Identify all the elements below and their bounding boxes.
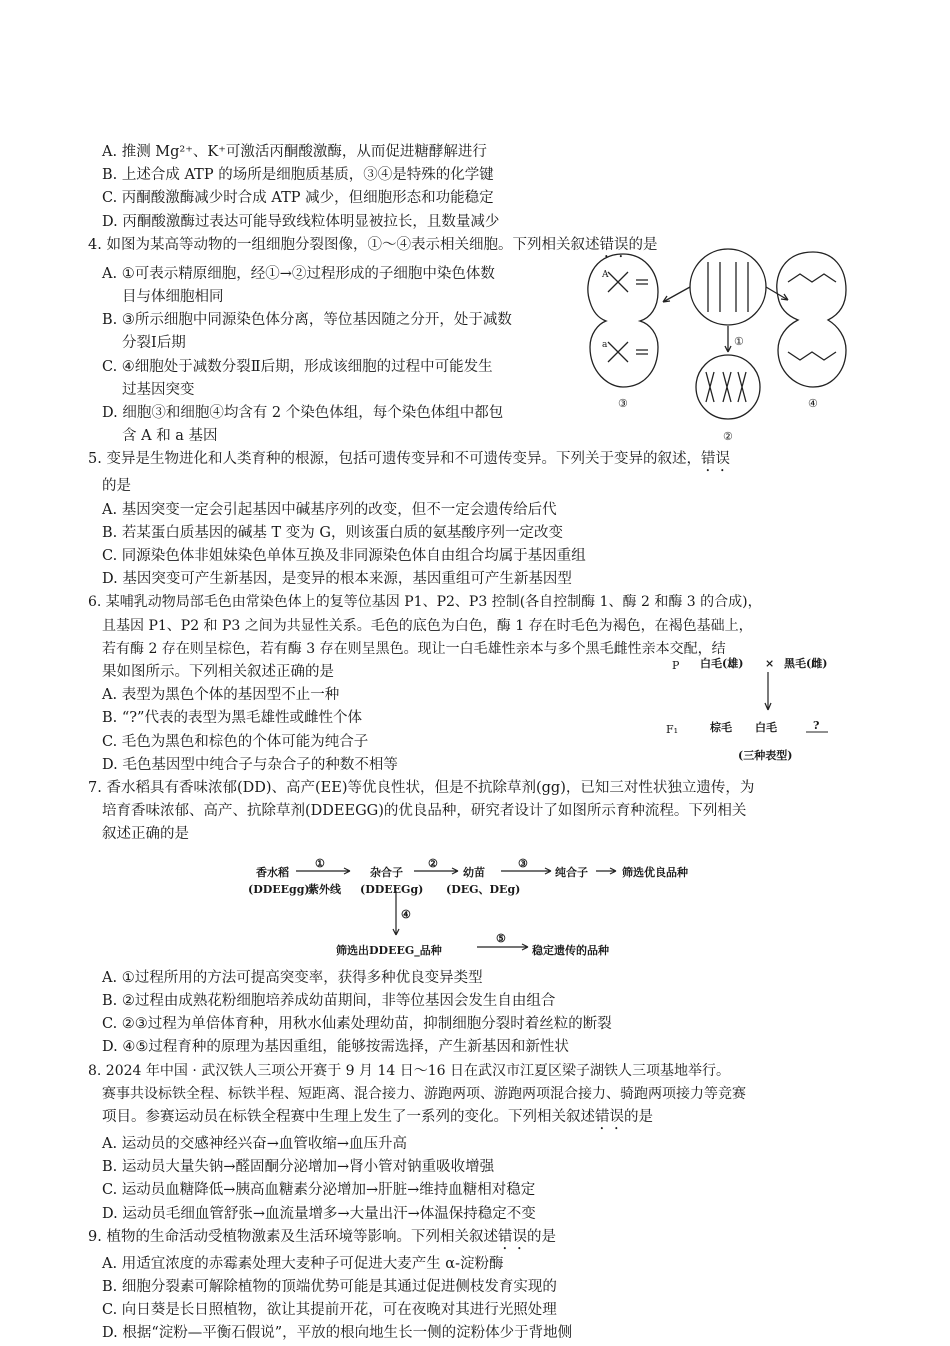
option-a: A. ①过程所用的方法可提高突变率，获得多种优良变异类型 — [102, 969, 483, 986]
flow-node-homozygote: 纯合子 — [555, 865, 588, 879]
option-c: C. 运动员血糖降低→胰高血糖素分泌增加→肝脏→维持血糖相对稳定 — [102, 1182, 536, 1199]
question-3 — [88, 141, 848, 234]
cell-1-membrane — [690, 249, 766, 325]
question-stem: 6. 某哺乳动物局部毛色由常染色体上的复等位基因 P1、P2、P3 控制(各自控制酶 1、酶 2 和酶 3 的合成)， — [88, 594, 762, 611]
process-1-label: ① — [734, 334, 744, 348]
stem-text: 9. 植物的生命活动受植物激素及生活环境等影响。下列相关叙述 — [88, 1228, 498, 1245]
cell-3-membrane — [588, 254, 658, 387]
option-b: B. “?”代表的表型为黑毛雄性或雌性个体 — [102, 710, 362, 727]
gene-a-label: a — [602, 339, 608, 350]
question-stem — [88, 1106, 848, 1133]
cell-diagram — [578, 242, 848, 452]
option-a: A. 运动员的交感神经兴奋→血管收缩→血压升高 — [102, 1135, 407, 1152]
flow-step-1: ① — [315, 856, 325, 870]
option-b: B. 若某蛋白质基因的碱基 T 变为 G，则该蛋白质的氨基酸序列一定改变 — [102, 524, 563, 541]
option-d: D. 根据“淀粉—平衡石假说”，平放的根向地生长一侧的淀粉体少于背地侧 — [102, 1325, 573, 1342]
question-stem: 果如图所示。下列相关叙述正确的是 — [102, 664, 334, 681]
option-c: C. 同源染色体非姐妹染色单体互换及非同源染色体自由组合均属于基因重组 — [102, 548, 586, 565]
stem-text: 项目。参赛运动员在标铁全程赛中生理上发生了一系列的变化。下列相关叙述 — [102, 1108, 595, 1125]
question-stem — [88, 1226, 848, 1253]
question-stem: 7. 香水稻具有香味浓郁(DD)、高产(EE)等优良性状，但是不抗除草剂(gg)，已知三对性状独立遗传，为 — [88, 780, 755, 797]
option-a: A. 表型为黑色个体的基因型不止一种 — [102, 687, 340, 704]
question-7 — [88, 777, 848, 1059]
option-c: C. 向日葵是长日照植物，欲让其提前开花，可在夜晚对其进行光照处理 — [102, 1302, 557, 1319]
option-a: A. 推测 Mg²⁺、K⁺可激活丙酮酸激酶，从而促进糖酵解进行 — [102, 144, 487, 160]
cell-4-membrane — [777, 252, 846, 387]
gene-A-label: A — [602, 269, 609, 280]
option-a: A. ①可表示精原细胞，经①→②过程形成的子细胞中染色体数 — [102, 265, 495, 282]
cell-2-label: ② — [723, 429, 733, 443]
question-5 — [88, 448, 848, 591]
option-c: C. ②③过程为单倍体育种，用秋水仙素处理幼苗，抑制细胞分裂时着丝粒的断裂 — [102, 1016, 612, 1033]
flow-step-4: ④ — [401, 907, 411, 921]
breeding-flow-diagram — [88, 847, 848, 967]
flow-step-5: ⑤ — [496, 931, 506, 945]
option-a-continued: 目与体细胞相同 — [122, 289, 224, 306]
option-c-continued: 过基因突变 — [122, 381, 195, 398]
stem-text: 4. 如图为某高等动物的一组细胞分裂图像，①～④表示相关细胞。下列相关叙述 — [88, 236, 600, 253]
flow-node-stable-variety: 稳定遗传的品种 — [532, 943, 609, 957]
cell-2-membrane — [696, 355, 760, 419]
question-stem: 8. 2024 年中国 · 武汉铁人三项公开赛于 9 月 14 日～16 日在武汉市江夏区梁子湖铁人三项基地举行。 — [88, 1062, 731, 1079]
f1-unknown: ? — [813, 719, 820, 733]
question-stem — [88, 448, 848, 475]
f1-generation-label: F₁ — [666, 723, 679, 737]
question-stem-continued: 的是 — [102, 478, 131, 495]
option-d: D. 毛色基因型中纯合子与杂合子的种数不相等 — [102, 756, 398, 773]
flow-step-3: ③ — [518, 856, 528, 870]
option-c: C. 毛色为黑色和棕色的个体可能为纯合子 — [102, 733, 369, 750]
option-b: B. ②过程由成熟花粉细胞培养成幼苗期间，非等位基因会发生自由组合 — [102, 992, 556, 1009]
stem-text: 的是 — [624, 1108, 653, 1125]
option-c: C. ④细胞处于减数分裂Ⅱ后期，形成该细胞的过程中可能发生 — [102, 358, 493, 375]
parent-generation-label: P — [672, 659, 680, 673]
flow-node-select-ddeeg: 筛选出DDEEG_品种 — [336, 943, 442, 957]
stem-text: 的是 — [628, 236, 658, 253]
emphasis-text: 错误 — [595, 1108, 624, 1125]
f1-brown: 棕毛 — [710, 721, 732, 735]
option-d: D. 基因突变可产生新基因，是变异的根本来源，基因重组可产生新基因型 — [102, 571, 572, 588]
question-stem: 若有酶 2 存在则呈棕色，若有酶 3 存在则呈黑色。现让一白毛雄性亲本与多个黑毛雌性亲本交配，结 — [102, 640, 726, 657]
flow-genotype: (DDEEgg) — [248, 882, 310, 896]
option-d: D. 丙酮酸激酶过表达可能导致线粒体明显被拉长，且数量减少 — [102, 213, 500, 230]
question-9 — [88, 1226, 848, 1346]
cell-4-label: ④ — [808, 396, 818, 410]
option-b: B. ③所示细胞中同源染色体分离，等位基因随之分开，处于减数 — [102, 312, 512, 329]
question-stem: 赛事共设标铁全程、标铁半程、短距离、混合接力、游跑两项、游跑两项混合接力、骑跑两项接力等竞赛 — [102, 1085, 746, 1102]
emphasis-text: 错误 — [700, 451, 730, 468]
flow-node-hybrid: 杂合子 — [370, 865, 403, 879]
question-4 — [88, 234, 848, 449]
emphasis-text: 错误 — [497, 1228, 527, 1245]
stem-text: 5. 变异是生物进化和人类育种的根源，包括可遗传变异和不可遗传变异。下列关于变异的叙述， — [88, 451, 701, 468]
flow-step-2: ② — [428, 856, 438, 870]
cell-3-label: ③ — [618, 396, 628, 410]
emphasis-text: 错误 — [599, 236, 629, 253]
cell-division-figure — [578, 242, 848, 452]
question-8 — [88, 1060, 848, 1226]
question-6 — [88, 591, 848, 777]
flow-genotype: (DEG、DEg) — [446, 882, 521, 896]
phenotype-note: (三种表型) — [738, 749, 793, 763]
female-parent: 黑毛(雌) — [784, 657, 828, 671]
question-stem: 且基因 P1、P2 和 P3 之间为共显性关系。毛色的底色为白色，酶 1 存在时毛色为褐色，在褐色基础上， — [102, 617, 753, 634]
option-b: B. 细胞分裂素可解除植物的顶端优势可能是其通过促进侧枝发育实现的 — [102, 1278, 557, 1295]
male-parent: 白毛(雄) — [700, 657, 744, 671]
question-stem: 叙述正确的是 — [102, 826, 189, 843]
f1-white: 白毛 — [755, 721, 777, 735]
flow-node-fragrant-rice: 香水稻 — [256, 865, 289, 879]
cross-symbol: × — [765, 657, 775, 671]
option-d-continued: 含 A 和 a 基因 — [122, 428, 218, 445]
exam-page — [88, 141, 848, 1346]
flow-genotype: (DDEEGg) — [360, 882, 424, 896]
option-b: B. 运动员大量失钠→醛固酮分泌增加→肾小管对钠重吸收增强 — [102, 1159, 495, 1176]
question-stem: 培育香味浓郁、高产、抗除草剂(DDEEGG)的优良品种，研究者设计了如图所示育种流程。下列相关 — [102, 803, 747, 820]
stem-text: 的是 — [526, 1228, 556, 1245]
cross-diagram — [658, 652, 848, 772]
option-d: D. 细胞③和细胞④均含有 2 个染色体组，每个染色体组中都包 — [102, 405, 504, 422]
option-d: D. ④⑤过程育种的原理为基因重组，能够按需选择，产生新基因和新性状 — [102, 1039, 569, 1056]
option-d: D. 运动员毛细血管舒张→血流量增多→大量出汗→体温保持稳定不变 — [102, 1205, 536, 1222]
option-b: B. 上述合成 ATP 的场所是细胞质基质，③④是特殊的化学键 — [102, 167, 494, 184]
flow-node-select-variety: 筛选优良品种 — [622, 865, 688, 879]
option-a: A. 基因突变一定会引起基因中碱基序列的改变，但不一定会遗传给后代 — [102, 501, 557, 518]
option-b-continued: 分裂Ⅰ后期 — [122, 335, 186, 352]
option-c: C. 丙酮酸激酶减少时合成 ATP 减少，但细胞形态和功能稳定 — [102, 190, 494, 207]
option-a: A. 用适宜浓度的赤霉素处理大麦种子可促进大麦产生 α-淀粉酶 — [102, 1255, 504, 1272]
flow-node-seedling: 幼苗 — [463, 865, 485, 879]
flow-step-1-method: 紫外线 — [308, 882, 341, 896]
